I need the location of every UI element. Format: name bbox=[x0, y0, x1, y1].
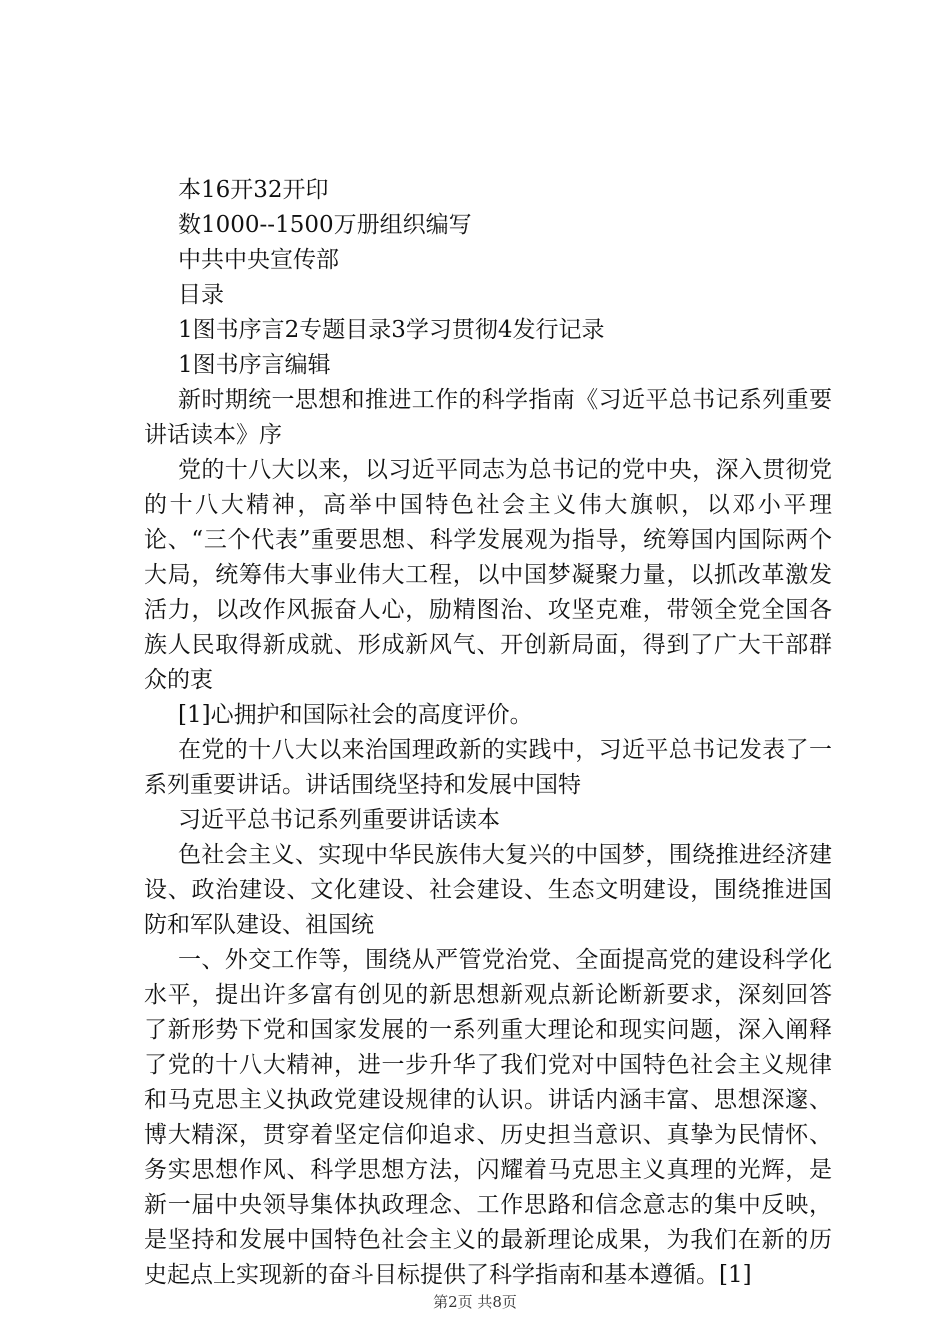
body-paragraph: 党的十八大以来，以习近平同志为总书记的党中央，深入贯彻党的十八大精神，高举中国特色社会主义伟大旗帜，以邓小平理论、“三个代表”重要思想、科学发展观为指导，统筹国内国际两个大局，统筹伟大事业伟大工程，以中国梦凝聚力量，以抓改革激发活力，以改作风振奋人心，励精图治、攻坚克难，带领全党全国各族人民取得新成就、形成新风气、开创新局面，得到了广大干部群众的衷 bbox=[144, 457, 832, 693]
preface-title: 新时期统一思想和推进工作的科学指南《习近平总书记系列重要讲话读本》序 bbox=[144, 387, 832, 448]
body-paragraph: 色社会主义、实现中华民族伟大复兴的中国梦，围绕推进经济建设、政治建设、文化建设、社会建设、生态文明建设，围绕推进国防和军队建设、祖国统 bbox=[144, 842, 832, 938]
print-quantity-line: 数1000--1500万册组织编写 bbox=[178, 212, 472, 238]
print-format-line: 本16开32开印 bbox=[178, 177, 329, 203]
body-paragraph: 在党的十八大以来治国理政新的实践中，习近平总书记发表了一系列重要讲话。讲话围绕坚持和发展中国特 bbox=[144, 737, 832, 798]
toc-heading: 目录 bbox=[178, 282, 224, 308]
body-paragraph: 习近平总书记系列重要讲话读本 bbox=[178, 807, 500, 833]
document-body bbox=[144, 173, 832, 1293]
publisher-line: 中共中央宣传部 bbox=[178, 247, 339, 273]
page-number-footer: 第2页 共8页 bbox=[433, 1293, 517, 1311]
body-paragraph: [1]心拥护和国际社会的高度评价。 bbox=[178, 702, 533, 728]
body-paragraph: 一、外交工作等，围绕从严管党治党、全面提高党的建设科学化水平，提出许多富有创见的新思想新观点新论断新要求，深刻回答了新形势下党和国家发展的一系列重大理论和现实问题，深入阐释了党的十八大精神，进一步升华了我们党对中国特色社会主义规律和马克思主义执政党建设规律的认识。讲话内涵丰富、思想深邃、博大精深，贯穿着坚定信仰追求、历史担当意识、真挚为民情怀、务实思想作风、科学思想方法，闪耀着马克思主义真理的光辉，是新一届中央领导集体执政理念、工作思路和信念意志的集中反映，是坚持和发展中国特色社会主义的最新理论成果，为我们在新的历史起点上实现新的奋斗目标提供了科学指南和基本遵循。[1] bbox=[144, 947, 832, 1288]
toc-items: 1图书序言2专题目录3学习贯彻4发行记录 bbox=[178, 317, 605, 343]
section-heading: 1图书序言编辑 bbox=[178, 352, 331, 378]
